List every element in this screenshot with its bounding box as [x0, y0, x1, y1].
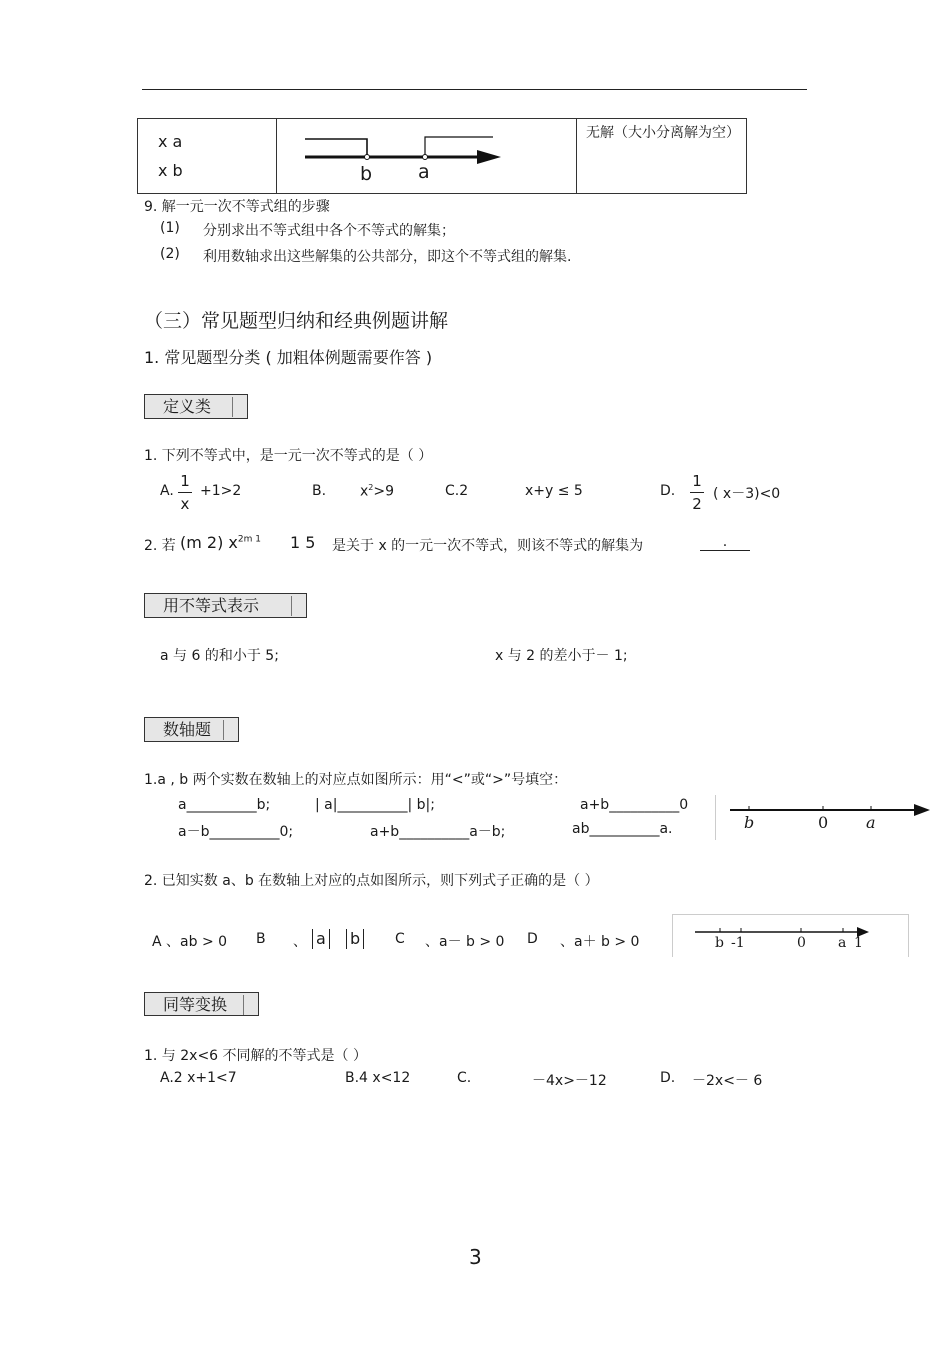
axis1-label-zero: 0: [818, 813, 829, 832]
answer-blank[interactable]: .: [700, 535, 750, 551]
option-a-denominator: x: [180, 495, 190, 513]
axis-label-b: b: [360, 163, 373, 185]
fill-row2-col1[interactable]: a－b__________0;: [178, 824, 294, 840]
equiv-option-d: －2x<－ 6: [692, 1073, 763, 1089]
q2-option-b-separator: 、: [293, 934, 307, 950]
q2-option-c: 、a－ b > 0: [425, 934, 505, 950]
equiv-option-a: A.2 x+1<7: [160, 1070, 237, 1086]
axis-label-a: a: [418, 161, 430, 183]
step-2-text: 利用数轴求出这些解集的公共部分，即这个不等式组的解集.: [203, 249, 572, 265]
option-b-expression: [360, 483, 394, 500]
option-b-label: B.: [312, 483, 327, 499]
q2-option-b-label: B: [256, 931, 266, 947]
option-b-exponent: 2: [368, 483, 374, 492]
condition-1: x a: [158, 132, 183, 151]
q2-option-d: 、a＋ b > 0: [560, 934, 640, 950]
result-text: 无解（大小分离解为空）: [586, 125, 740, 141]
category-label-text: 数轴题: [163, 720, 212, 739]
question-2-middle: 1 5: [290, 533, 316, 552]
axis2-label-a: a: [838, 935, 847, 951]
number-line-2-svg: [673, 915, 908, 957]
number-line-question-1: 1.a , b 两个实数在数轴上的对应点如图所示：用“<”或“>”号填空：: [144, 772, 568, 788]
category-label-text: 同等变换: [163, 995, 228, 1014]
q2-option-b-abs-a: a: [312, 929, 330, 949]
question-2-base: (m 2) x: [180, 533, 238, 552]
fill-row2-col3[interactable]: ab__________a.: [572, 821, 673, 837]
condition-2: x b: [158, 161, 183, 180]
number-line-question-2: 2. 已知实数 a、b 在数轴上对应的点如图所示，则下列式子正确的是（ ）: [144, 873, 599, 889]
fill-row2-col2[interactable]: a+b__________a－b;: [370, 824, 506, 840]
option-d-label: D.: [660, 483, 676, 499]
option-d-tail: ( x－3)<0: [713, 486, 781, 502]
option-b-tail: >9: [373, 483, 395, 500]
category-label-equivalent: [144, 992, 259, 1016]
option-a-tail: +1>2: [200, 483, 242, 499]
result-cell: [577, 119, 747, 194]
fill-row1-col3[interactable]: a+b__________0: [580, 797, 689, 813]
section-subheading: 1. 常见题型分类 ( 加粗体例题需要作答 ): [144, 348, 433, 367]
q2-option-c-label: C: [395, 931, 405, 947]
option-a-fraction: [178, 472, 192, 513]
category-label-express: [144, 593, 307, 618]
axis2-label-minus-one: -1: [731, 935, 745, 951]
question-2-expression: [180, 533, 261, 552]
q2-option-d-label: D: [527, 931, 538, 947]
step-1-number: (1): [160, 220, 180, 236]
axis2-label-b: b: [715, 935, 724, 951]
condition-cell: [138, 119, 277, 194]
step-1-text: 分别求出不等式组中各个不等式的解集；: [203, 223, 455, 239]
axis2-label-zero: 0: [797, 935, 806, 951]
question-2-exponent: 2m 1: [237, 534, 261, 545]
equiv-option-d-label: D.: [660, 1070, 676, 1086]
question-2-text: 是关于 x 的一元一次不等式，则该不等式的解集为: [332, 538, 644, 554]
option-b-base: x: [360, 483, 369, 500]
steps-title: 9. 解一元一次不等式组的步骤: [144, 199, 330, 215]
axis1-label-a: a: [866, 813, 876, 832]
option-a-numerator: 1: [180, 472, 190, 490]
option-d-denominator: 2: [692, 495, 702, 513]
step-2-number: (2): [160, 246, 180, 262]
category-label-definition: [144, 394, 248, 419]
option-a-label: A.: [160, 483, 174, 499]
fill-row1-col2[interactable]: | a|__________| b|;: [315, 797, 435, 813]
category-label-text: 用不等式表示: [163, 596, 260, 615]
equivalent-question-1: 1. 与 2x<6 不同解的不等式是（ ）: [144, 1048, 367, 1064]
question-1-definition: 1. 下列不等式中，是一元一次不等式的是（ ）: [144, 448, 433, 464]
q2-option-a: A 、ab > 0: [152, 934, 228, 950]
axis1-label-b: b: [744, 813, 755, 832]
section-heading: （三）常见题型归纳和经典例题讲解: [144, 310, 449, 332]
axis2-label-one: 1: [854, 935, 863, 951]
category-label-number-line: [144, 717, 239, 742]
equiv-option-c-label: C.: [457, 1070, 472, 1086]
option-c-label: C.2: [445, 483, 469, 499]
fill-row1-col1[interactable]: a__________b;: [178, 797, 271, 813]
option-d-numerator: 1: [692, 472, 702, 490]
option-d-fraction: [690, 472, 704, 513]
solution-table-row: [137, 118, 747, 194]
q2-option-b-abs-b: b: [346, 929, 364, 949]
number-line-cell: [277, 119, 577, 194]
number-line-figure-2: [672, 914, 909, 957]
express-item-2: x 与 2 的差小于－ 1;: [495, 648, 628, 664]
equiv-option-c: －4x>－12: [532, 1073, 607, 1089]
option-c-expression: x+y ≤ 5: [525, 483, 583, 499]
question-2-prefix: 2. 若: [144, 538, 176, 554]
page-number: 3: [469, 1245, 482, 1269]
header-rule: [142, 89, 807, 90]
category-label-text: 定义类: [163, 397, 212, 416]
express-item-1: a 与 6 的和小于 5;: [160, 648, 279, 664]
equiv-option-b: B.4 x<12: [345, 1070, 411, 1086]
number-line-figure-1: [715, 795, 949, 840]
